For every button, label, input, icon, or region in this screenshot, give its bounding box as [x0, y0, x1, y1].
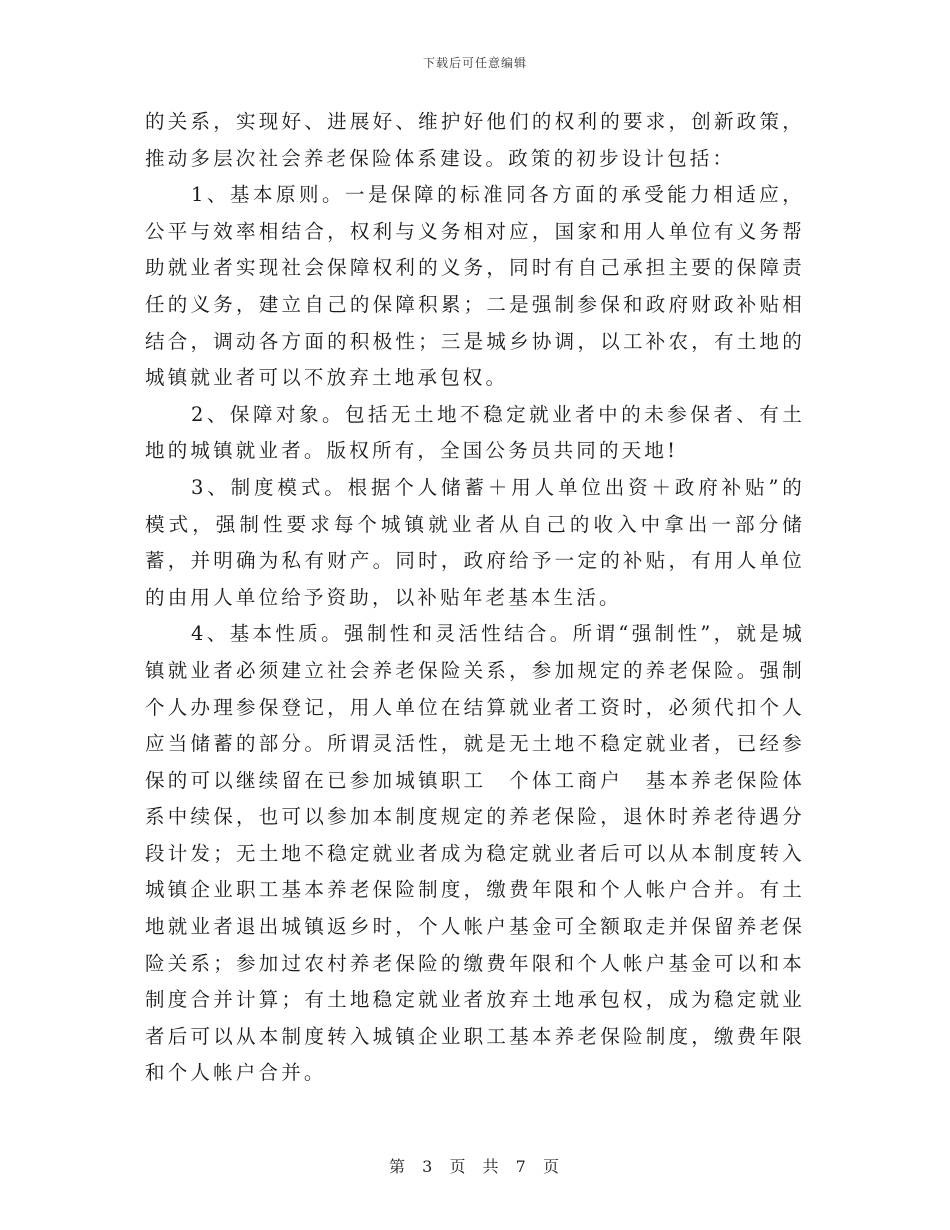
page-header-note: 下载后可任意编辑	[422, 56, 527, 70]
footer-current-page: 3	[422, 1157, 435, 1176]
paragraph-basic-nature: 4、基本性质。强制性和灵活性结合。所谓“强制性”，就是城镇就业者必须建立社会养老保险关系，参加规定的养老保险。强制个人办理参保登记，用人单位在结算就业者工资时，必须代扣个人应当储蓄的部分。所谓灵活性，就是无土地不稳定就业者，已经参保的可以继续留在已参加城镇职工 个体工商户 基本养老保险体系中续保，也可以参加本制度规定的养老保险，退休时养老待遇分段计发；无土地不稳定就业者成为稳定就业者后可以从本制度转入城镇企业职工基本养老保险制度，缴费年限和个人帐户合并。有土地就业者退出城镇返乡时，个人帐户基金可全额取走并保留养老保险关系；参加过农村养老保险的缴费年限和个人帐户基金可以和本制度合并计算；有土地稳定就业者放弃土地承包权，成为稳定就业者后可以从本制度转入城镇企业职工基本养老保险制度，缴费年限和个人帐户合并。	[145, 622, 805, 1085]
paragraph-coverage: 2、保障对象。包括无土地不稳定就业者中的未参保者、有土地的城镇就业者。版权所有，全国公务员共同的天地!	[145, 402, 805, 463]
paragraph-continuation: 的关系，实现好、进展好、维护好他们的权利的要求，创新政策，推动多层次社会养老保险体系建设。政策的初步设计包括：	[145, 110, 805, 170]
footer-label-total: 共	[482, 1157, 501, 1176]
footer-label-page-unit: 页	[449, 1157, 468, 1176]
footer-label-total-unit: 页	[542, 1157, 561, 1176]
document-body	[145, 104, 805, 1092]
paragraph-system-model: 3、制度模式。根据个人储蓄＋用人单位出资＋政府补贴”的模式，强制性要求每个城镇就业者从自己的收入中拿出一部分储蓄，并明确为私有财产。同时，政府给予一定的补贴，有用人单位的由用人单位给予资助，以补贴年老基本生活。	[145, 475, 805, 609]
paragraph-basic-principles: 1、基本原则。一是保障的标准同各方面的承受能力相适应，公平与效率相结合，权利与义务相对应，国家和用人单位有义务帮助就业者实现社会保障权利的义务，同时有自己承担主要的保障责任的义务，建立自己的保障积累；二是强制参保和政府财政补贴相结合，调动各方面的积极性；三是城乡协调，以工补农，有土地的城镇就业者可以不放弃土地承包权。	[145, 183, 805, 390]
footer-total-pages: 7	[515, 1157, 528, 1176]
footer-label-page: 第	[389, 1157, 408, 1176]
page-footer	[0, 1154, 950, 1177]
